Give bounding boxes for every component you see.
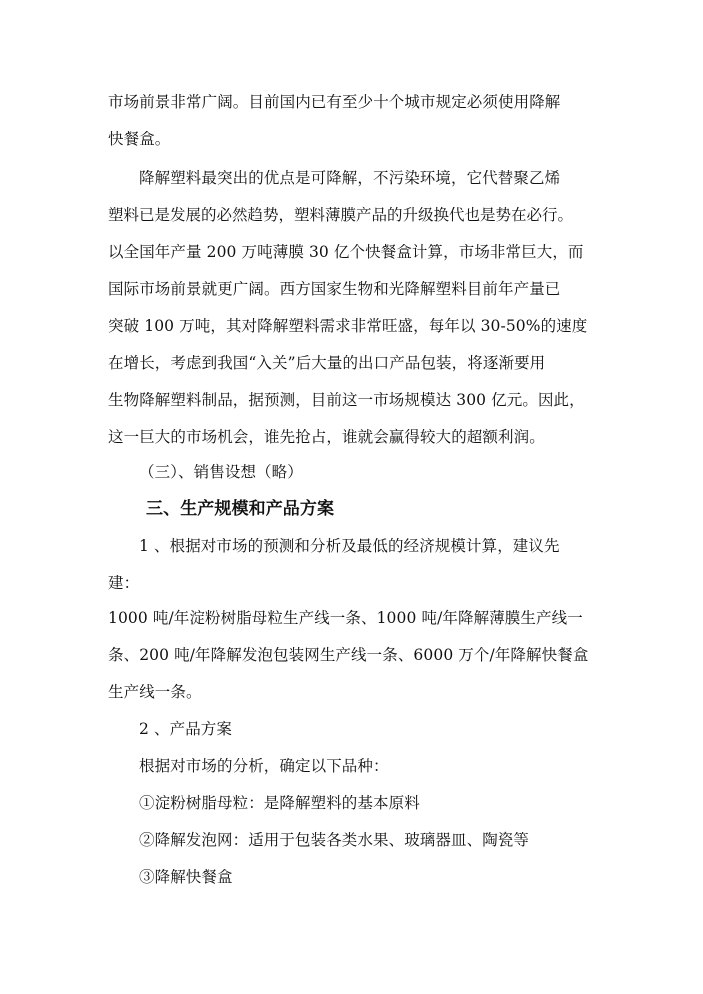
section-heading-text: 三、生产规模和产品方案 [146, 499, 335, 519]
text-line: 建： [108, 574, 140, 592]
text-line: 1000 吨/年淀粉树脂母粒生产线一条、1000 吨/年降解薄膜生产线一 [108, 609, 583, 627]
text-line: 以全国年产量 200 万吨薄膜 30 亿个快餐盒计算，市场非常巨大，而 [108, 243, 584, 261]
text-line: 降解塑料最突出的优点是可降解，不污染环境，它代替聚乙烯 [139, 169, 561, 187]
subheading-sales-plan [108, 454, 602, 491]
text-line: 这一巨大的市场机会，谁先抢占，谁就会赢得较大的超额利润。 [108, 428, 545, 446]
text-line: 国际市场前景就更广阔。西方国家生物和光降解塑料目前年产量已 [108, 280, 561, 298]
text-line: 1 、根据对市场的预测和分析及最低的经济规模计算，建议先 [139, 537, 560, 555]
product-item: ①淀粉树脂母粒：是降解塑料的基本原料 [139, 794, 420, 812]
text-line: 突破 100 万吨，其对降解塑料需求非常旺盛，每年以 30-50%的速度 [108, 317, 588, 335]
text-line: 生物降解塑料制品，据预测，目前这一市场规模达 300 亿元。因此， [108, 391, 585, 409]
item-1-production-lines [108, 600, 602, 711]
item-2-heading: 2 、产品方案 [139, 720, 232, 738]
text-line: 条、200 吨/年降解发泡包装网生产线一条、6000 万个/年降解快餐盒 [108, 646, 589, 664]
text-line: 在增长，考虑到我国“入关”后大量的出口产品包装，将逐渐要用 [108, 354, 546, 372]
text-line: 塑料已是发展的必然趋势，塑料薄膜产品的升级换代也是势在必行。 [108, 206, 574, 224]
product-item: ③降解快餐盒 [139, 868, 233, 886]
paragraph-market-outlook [108, 84, 602, 158]
paragraph-degradable-advantages [108, 160, 602, 456]
section-heading [108, 491, 602, 528]
text-line: 市场前景非常广阔。目前国内已有至少十个城市规定必须使用降解 [108, 93, 561, 111]
subheading-text: （三）、销售设想（略） [139, 463, 303, 481]
text-line: 生产线一条。 [108, 683, 202, 701]
item-2-product-plan [108, 711, 602, 896]
product-item: ②降解发泡网：适用于包装各类水果、玻璃器皿、陶瓷等 [139, 831, 530, 849]
text-line: 快餐盒。 [108, 130, 171, 148]
item-2-intro: 根据对市场的分析，确定以下品种： [139, 757, 389, 775]
item-1-production-scale [108, 528, 602, 602]
